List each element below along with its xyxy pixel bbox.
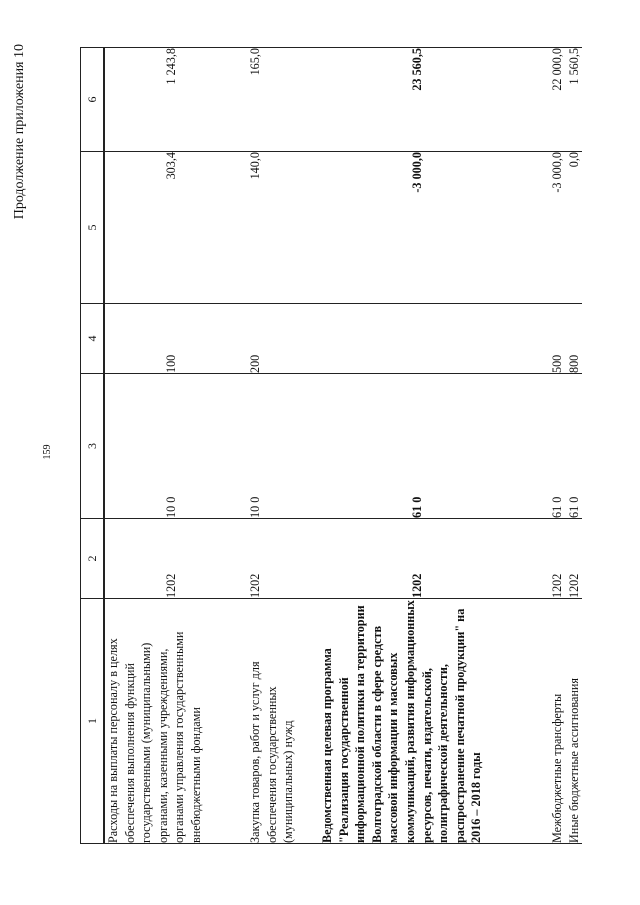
row-col3: 10 0 <box>247 374 319 519</box>
col-header-4: 4 <box>81 304 105 374</box>
budget-table <box>80 47 582 844</box>
row-col6: 1 243,8 <box>104 48 247 152</box>
col-header-6: 6 <box>81 48 105 152</box>
header-row <box>81 48 105 844</box>
row-name: Межбюджетные трансферты <box>549 599 566 844</box>
row-col2: 1202 <box>104 519 247 599</box>
row-col2: 1202 <box>247 519 319 599</box>
table-row <box>104 48 247 844</box>
row-col3: 61 0 <box>566 374 583 519</box>
row-col2: 1202 <box>549 519 566 599</box>
row-col6: 23 560,5 <box>319 48 549 152</box>
col-header-2: 2 <box>81 519 105 599</box>
col-header-5: 5 <box>81 152 105 304</box>
table-row <box>549 48 566 844</box>
row-col5: -3 000,0 <box>319 152 549 304</box>
col-header-1: 1 <box>81 599 105 844</box>
row-col3: 61 0 <box>549 374 566 519</box>
row-col4: 800 <box>566 304 583 374</box>
table-row <box>566 48 583 844</box>
row-col5: 0,0 <box>566 152 583 304</box>
row-col2: 1202 <box>319 519 549 599</box>
row-col4: 200 <box>247 304 319 374</box>
row-col6: 22 000,0 <box>549 48 566 152</box>
row-col3: 10 0 <box>104 374 247 519</box>
col-header-3: 3 <box>81 374 105 519</box>
continuation-header: Продолжение приложения 10 <box>12 44 27 220</box>
table-row <box>319 48 549 844</box>
row-col6: 165,0 <box>247 48 319 152</box>
row-col5: 303,4 <box>104 152 247 304</box>
table-row <box>247 48 319 844</box>
row-col3: 61 0 <box>319 374 549 519</box>
row-col5: 140,0 <box>247 152 319 304</box>
row-col2: 1202 <box>566 519 583 599</box>
row-name: Закупка товаров, работ и услуг для обеспечения государственных (муниципальных) нужд <box>247 599 319 844</box>
row-name: Иные бюджетные ассигнования <box>566 599 583 844</box>
row-name: Расходы на выплаты персоналу в целях обеспечения выполнения функций государственными (муниципальными) органами, казенными учреждениями, органами управления государственными внебюджетными фондами <box>104 599 247 844</box>
page-number: 159 <box>42 444 53 460</box>
row-name: Ведомственная целевая программа "Реализация государственной информационной политики на территории Волгоградской области в сфере средств массовой информации и массовых коммуникаций, развития информационных ресурсов, печати, издательской, полиграфической деятельности, распространение печатной продукции" на 2016 – 2018 годы <box>319 599 549 844</box>
row-col4: 100 <box>104 304 247 374</box>
row-col4 <box>319 304 549 374</box>
row-col6: 1 560,5 <box>566 48 583 152</box>
row-col4: 500 <box>549 304 566 374</box>
row-col5: -3 000,0 <box>549 152 566 304</box>
